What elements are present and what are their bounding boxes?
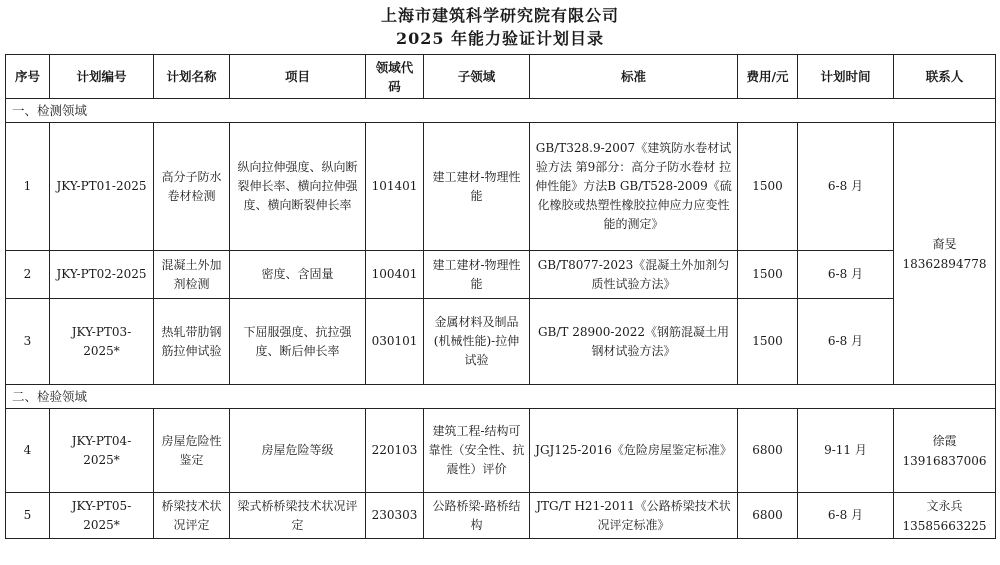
row-code: JKY-PT02-2025 xyxy=(50,251,154,299)
row-fee: 1500 xyxy=(738,299,798,385)
section-label: 二、检验领域 xyxy=(6,385,996,409)
row-no: 5 xyxy=(6,493,50,539)
table-row xyxy=(6,123,996,251)
row-no: 1 xyxy=(6,123,50,251)
row-std: GB/T328.9-2007《建筑防水卷材试验方法 第9部分：高分子防水卷材 拉伸性能》方法B GB/T528-2009《硫化橡胶或热塑性橡胶拉伸应力应变性能的测定》 xyxy=(530,123,738,251)
row-name: 热轧带肋钢筋拉伸试验 xyxy=(154,299,230,385)
row-code: JKY-PT05-2025* xyxy=(50,493,154,539)
plan-table xyxy=(5,54,996,539)
row-time: 6-8 月 xyxy=(798,493,894,539)
row-std: GB/T8077-2023《混凝土外加剂匀质性试验方法》 xyxy=(530,251,738,299)
row-no: 3 xyxy=(6,299,50,385)
row-item: 梁式桥桥梁技术状况评定 xyxy=(230,493,366,539)
row-field: 101401 xyxy=(366,123,424,251)
row-fee: 6800 xyxy=(738,493,798,539)
section-label: 一、检测领域 xyxy=(6,99,996,123)
row-time: 9-11 月 xyxy=(798,409,894,493)
row-std: GB/T 28900-2022《钢筋混凝土用钢材试验方法》 xyxy=(530,299,738,385)
header-cell: 费用/元 xyxy=(738,55,798,99)
row-sub: 金属材料及制品(机械性能)-拉伸试验 xyxy=(424,299,530,385)
header-cell: 领域代码 xyxy=(366,55,424,99)
row-item: 密度、含固量 xyxy=(230,251,366,299)
contact-phone: 18362894778 xyxy=(902,256,987,271)
header-cell: 子领域 xyxy=(424,55,530,99)
row-sub: 建筑工程-结构可靠性（安全性、抗震性）评价 xyxy=(424,409,530,493)
section-row xyxy=(6,99,996,123)
row-code: JKY-PT01-2025 xyxy=(50,123,154,251)
row-code: JKY-PT04-2025* xyxy=(50,409,154,493)
row-sub: 建工建材-物理性能 xyxy=(424,251,530,299)
table-row xyxy=(6,409,996,493)
row-name: 房屋危险性鉴定 xyxy=(154,409,230,493)
row-std: JTG/T H21-2011《公路桥梁技术状况评定标准》 xyxy=(530,493,738,539)
row-sub: 建工建材-物理性能 xyxy=(424,123,530,251)
row-std: JGJ125-2016《危险房屋鉴定标准》 xyxy=(530,409,738,493)
header-cell: 项目 xyxy=(230,55,366,99)
row-fee: 1500 xyxy=(738,251,798,299)
row-field: 230303 xyxy=(366,493,424,539)
header-cell: 标准 xyxy=(530,55,738,99)
contact-name: 裔旻 xyxy=(932,236,957,251)
header-cell: 计划时间 xyxy=(798,55,894,99)
row-item: 下屈服强度、抗拉强度、断后伸长率 xyxy=(230,299,366,385)
contact-name: 文永兵 xyxy=(926,498,963,513)
section-row xyxy=(6,385,996,409)
header-cell: 联系人 xyxy=(894,55,996,99)
contact-name: 徐霞 xyxy=(932,433,957,448)
row-name: 混凝土外加剂检测 xyxy=(154,251,230,299)
document-title: 上海市建筑科学研究院有限公司 xyxy=(380,6,619,25)
row-fee: 6800 xyxy=(738,409,798,493)
row-fee: 1500 xyxy=(738,123,798,251)
row-field: 100401 xyxy=(366,251,424,299)
row-field: 220103 xyxy=(366,409,424,493)
contact-cell xyxy=(894,493,996,539)
contact-cell xyxy=(894,409,996,493)
row-field: 030101 xyxy=(366,299,424,385)
header-cell: 序号 xyxy=(6,55,50,99)
header-cell: 计划名称 xyxy=(154,55,230,99)
row-time: 6-8 月 xyxy=(798,251,894,299)
table-row xyxy=(6,299,996,385)
row-time: 6-8 月 xyxy=(798,299,894,385)
table-row xyxy=(6,493,996,539)
row-no: 2 xyxy=(6,251,50,299)
contact-phone: 13916837006 xyxy=(902,453,987,468)
header-cell: 计划编号 xyxy=(50,55,154,99)
table-row xyxy=(6,251,996,299)
row-no: 4 xyxy=(6,409,50,493)
row-name: 高分子防水卷材检测 xyxy=(154,123,230,251)
row-sub: 公路桥梁-路桥结构 xyxy=(424,493,530,539)
contact-cell xyxy=(894,123,996,385)
row-item: 纵向拉伸强度、纵向断裂伸长率、横向拉伸强度、横向断裂伸长率 xyxy=(230,123,366,251)
document-subtitle: 2025 年能力验证计划目录 xyxy=(395,29,605,48)
row-time: 6-8 月 xyxy=(798,123,894,251)
row-name: 桥梁技术状况评定 xyxy=(154,493,230,539)
header-row xyxy=(6,55,996,99)
row-code: JKY-PT03-2025* xyxy=(50,299,154,385)
row-item: 房屋危险等级 xyxy=(230,409,366,493)
contact-phone: 13585663225 xyxy=(902,518,987,533)
